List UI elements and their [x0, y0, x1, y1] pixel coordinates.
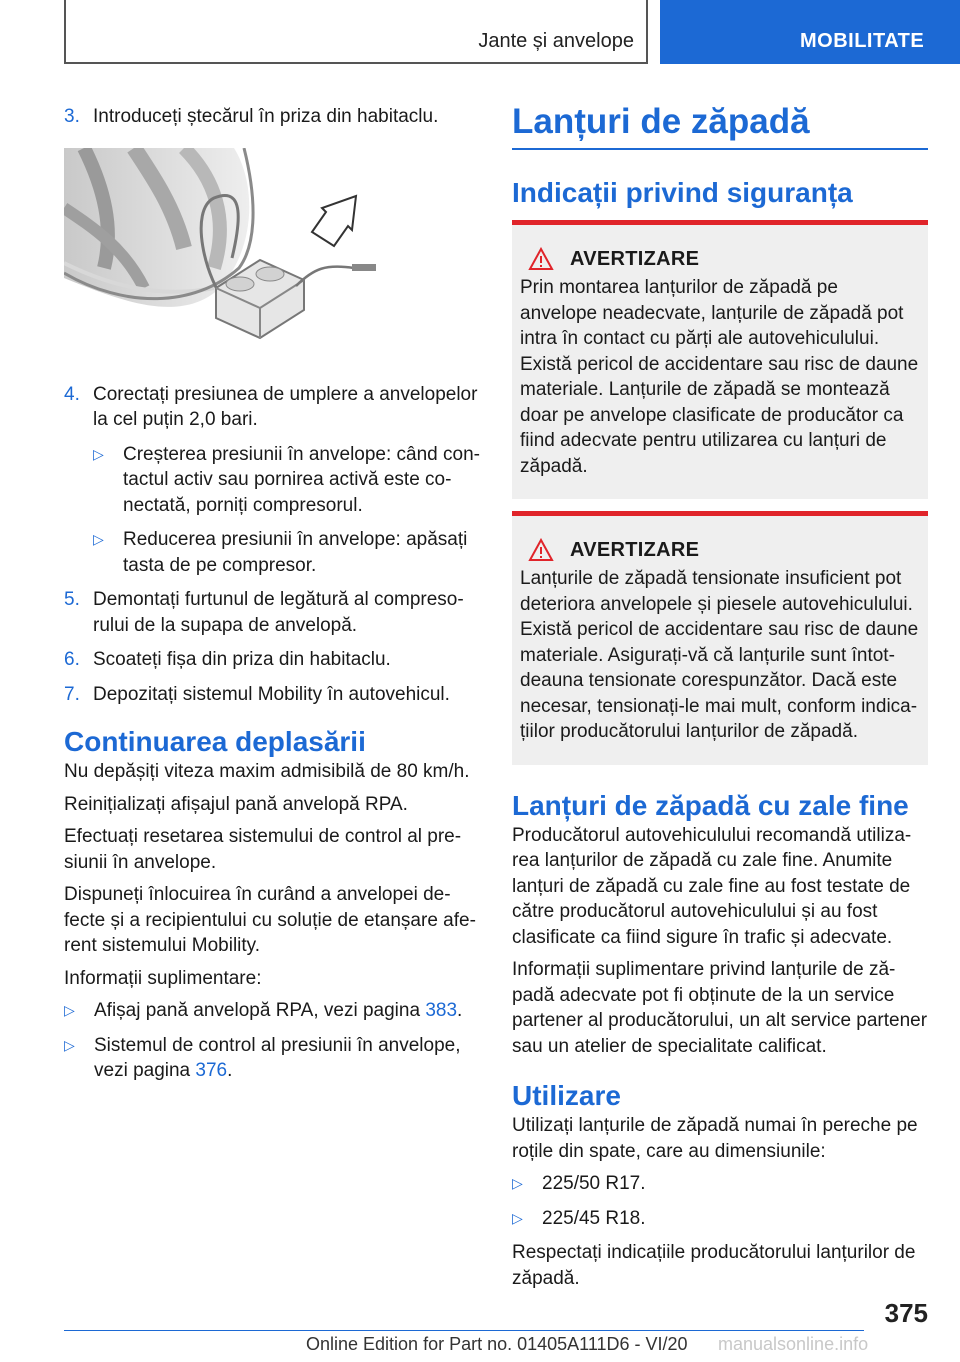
warning-text: Lanțurile de zăpadă tensionate insuficient pot deteriora anvelopele și piesele autovehiculului. Există pericol de accidentare sau risc de daune materiale. Asigurați-vă că lanțurile sunt întotdeauna tensionate corespunzător. Dacă este necesar, tensionați-le mai mult, conform indicațiilor producătorului lanțurilor de zăpadă.	[520, 568, 919, 742]
paragraph: Reinițializați afișajul pană anvelopă RPA.	[64, 793, 408, 815]
paragraph: Producătorul autovehiculului recomandă utilizarea lanțurilor de zăpadă cu zale fine. Anumite lanțuri de zăpadă cu zale fine au fost testate de către producătorul autovehiculului și au fost clasificate ca fiind sigure în trafic și adecvate.	[512, 824, 912, 948]
paragraph: Utilizați lanțurile de zăpadă numai în pereche pe roțile din spate, care au dimensiunile:	[512, 1115, 918, 1162]
list-item: ▷ 225/45 R18.	[512, 1206, 928, 1232]
warning-box	[512, 516, 928, 765]
paragraph: Informații suplimentare privind lanțurile de zăpadă adecvate pot fi obținute de la un service partener al producătorului, un alt service partener sau un atelier de specialitate calificat.	[512, 959, 928, 1057]
warning-text: Prin montarea lanțurilor de zăpadă pe anvelope neadecvate, lanțurile de zăpadă pot intra în contact cu părți ale autovehiculului. Există pericol de accidentare sau risc de daune materiale. Lanțurile de zăpadă se montează doar pe anvelope clasificate de producător ca fiind adecvate pentru utilizarea cu lanțuri de zăpadă.	[520, 277, 919, 477]
step-number: 3.	[64, 106, 80, 127]
compressor-illustration	[64, 148, 480, 366]
triangle-bullet-icon: ▷	[93, 445, 104, 462]
step-5	[64, 587, 480, 638]
list-item: ▷ Reducerea presiunii în anvelope: apăsați tasta de pe compresor.	[93, 527, 480, 578]
warning-label: AVERTIZARE	[570, 538, 700, 561]
triangle-bullet-icon: ▷	[64, 1036, 75, 1053]
list-item: ▷ Sistemul de control al presiunii în anvelope, vezi pagina 376.	[64, 1033, 480, 1084]
page-link-376[interactable]: 376	[195, 1060, 228, 1081]
page-link-383[interactable]: 383	[425, 1000, 458, 1021]
step-text: Demontați furtunul de legătură al compresorului de la supapa de anvelopă.	[93, 589, 464, 636]
footer-divider	[64, 1330, 864, 1331]
triangle-bullet-icon: ▷	[64, 1002, 75, 1018]
triangle-bullet-icon: ▷	[512, 1209, 523, 1226]
step-4	[64, 382, 480, 433]
step-number: 6.	[64, 649, 80, 670]
step-number: 7.	[64, 683, 80, 705]
triangle-bullet-icon: ▷	[512, 1175, 523, 1191]
warning-triangle-icon	[528, 538, 554, 562]
page-number: 375	[884, 1298, 928, 1328]
step-4-bullets	[93, 442, 480, 579]
step-number: 4.	[64, 383, 80, 405]
wheel-compressor-icon	[64, 148, 480, 366]
step-number: 5.	[64, 589, 80, 610]
header-section: MOBILITATE	[800, 30, 925, 52]
paragraph: Respectați indicațiile producătorului lanțurilor de zăpadă.	[512, 1242, 916, 1289]
list-item: ▷ 225/50 R17.	[512, 1171, 928, 1197]
triangle-bullet-icon: ▷	[93, 531, 104, 547]
header-chapter: Jante și anvelope	[478, 30, 634, 52]
step-3	[64, 104, 480, 130]
page-title: Lanțuri de zăpadă	[512, 104, 928, 150]
step-7	[64, 682, 480, 708]
step-text: Introduceți ștecărul în priza din habitaclu.	[93, 106, 439, 127]
paragraph: Efectuați resetarea sistemului de control al presiunii în anvelope.	[64, 826, 462, 873]
header-chapter-box	[64, 0, 648, 64]
paragraph: Informații suplimentare:	[64, 967, 262, 989]
step-text: Corectați presiunea de umplere a anvelopelor la cel puțin 2,0 bari.	[93, 383, 478, 430]
safety-heading: Indicații privind siguranța	[512, 176, 928, 225]
step-text: Scoateți fișa din priza din habitaclu.	[93, 649, 391, 670]
left-column	[64, 104, 480, 1093]
paragraph: Dispuneți înlocuirea în curând a anvelopei defecte și a recipientului cu soluție de etanșare aferent sistemului Mobility.	[64, 884, 476, 956]
list-item: ▷ Afișaj pană anvelopă RPA, vezi pagina 383.	[64, 998, 480, 1024]
watermark: manualsonline.info	[718, 1334, 869, 1354]
right-column	[512, 104, 928, 1291]
warning-label: AVERTIZARE	[570, 247, 700, 270]
paragraph: Nu depășiți viteza maxim admisibilă de 80 km/h.	[64, 761, 470, 782]
warning-triangle-icon	[528, 247, 554, 271]
warning-box	[512, 225, 928, 499]
continue-driving-heading: Continuarea deplasării	[64, 726, 366, 757]
step-6	[64, 647, 480, 673]
fine-chains-heading: Lanțuri de zăpadă cu zale fine	[512, 789, 909, 821]
step-text: Depozitați sistemul Mobility în autovehicul.	[93, 683, 450, 705]
usage-heading: Utilizare	[512, 1080, 621, 1111]
list-item: ▷ Creșterea presiunii în anvelope: când contactul activ sau pornirea activă este conectată, porniți compresorul.	[93, 442, 480, 519]
edition-text: Online Edition for Part no. 01405A111D6 - VI/20	[306, 1334, 688, 1354]
header-section-box	[660, 0, 960, 64]
